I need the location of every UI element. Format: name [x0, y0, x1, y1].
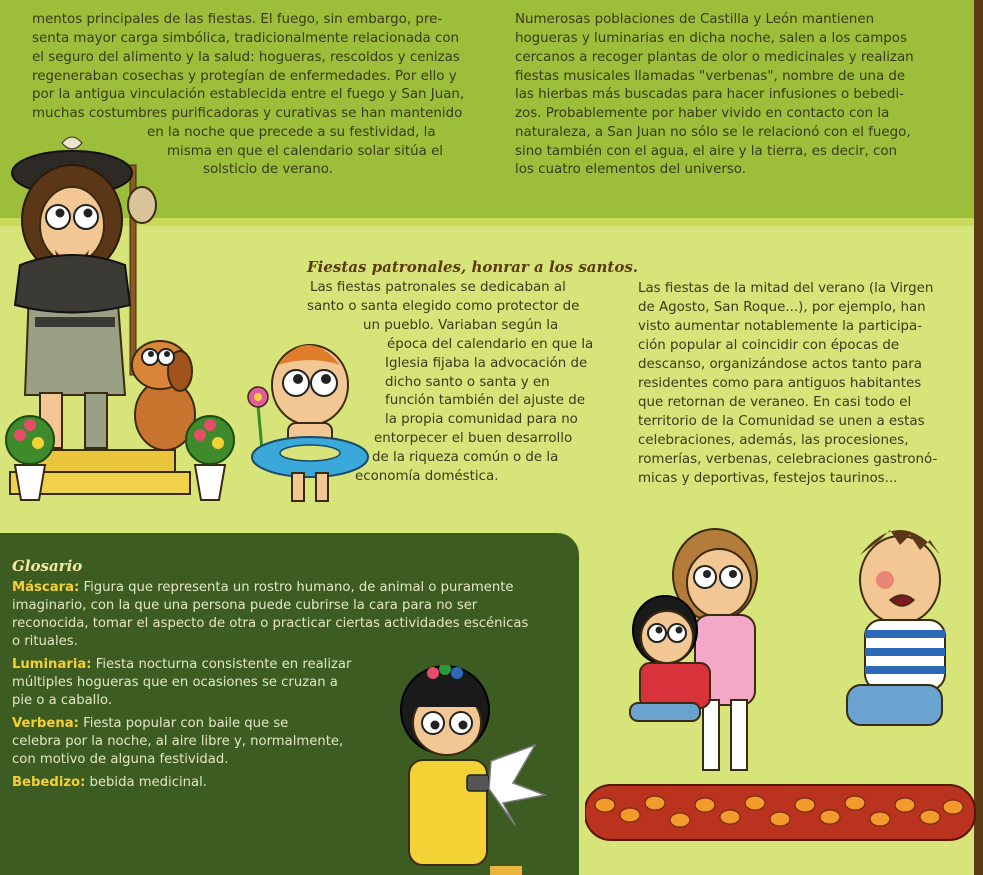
text-line: época del calendario en que la: [387, 337, 594, 352]
text-line: Las fiestas de la mitad del verano (la Virgen: [638, 281, 934, 296]
glossary-definition: bebida medicinal.: [85, 775, 207, 790]
text-line: de la riqueza común o de la: [372, 450, 559, 465]
section-heading: Fiestas patronales, honrar a los santos.: [307, 258, 638, 276]
text-line: Numerosas poblaciones de Castilla y León mantienen: [515, 12, 875, 27]
text-line: celebraciones, además, las procesiones,: [638, 433, 909, 448]
glossary-title: Glosario: [12, 557, 83, 575]
text-line: descanso, organizándose actos tanto para: [638, 357, 923, 372]
san-roque-statue-illustration: [0, 125, 245, 510]
glossary-line: imaginario, con la que una persona puede cubrirse la cara para no ser: [12, 598, 478, 613]
glossary-line: [12, 579, 572, 597]
glossary-line: celebra por la noche, al aire libre y, normalmente,: [12, 734, 344, 749]
glossary-line: múltiples hogueras que en ocasiones se cruzan a: [12, 675, 338, 690]
text-line: un pueblo. Variaban según la: [363, 318, 559, 333]
glossary-line: [12, 774, 392, 792]
child-with-flower-illustration: [240, 335, 375, 505]
glossary-definition: Figura que representa un rostro humano, de animal o puramente: [79, 580, 514, 595]
text-line: Iglesia fijaba la advocación de: [385, 356, 588, 371]
text-line: en la noche que precede a su festividad, la: [147, 125, 436, 140]
text-line: las hierbas más buscadas para hacer infusiones o bebedi-: [515, 87, 904, 102]
children-jumping-embers-illustration: [585, 515, 983, 855]
glossary-term: Verbena:: [12, 716, 79, 731]
glossary-term: Bebedizo:: [12, 775, 86, 790]
text-line: función también del ajuste de: [385, 393, 585, 408]
text-line: fiestas musicales llamadas "verbenas", nombre de una de: [515, 69, 906, 84]
girl-with-camera-illustration: [385, 665, 550, 875]
text-line: Las fiestas patronales se dedicaban al: [310, 280, 566, 295]
text-line: zos. Probablemente por haber vivido en contacto con la: [515, 106, 890, 121]
text-line: sino también con el agua, el aire y la tierra, es decir, con: [515, 144, 898, 159]
text-line: cercanos a recoger plantas de olor o medicinales y realizan: [515, 50, 914, 65]
glossary-term: Máscara:: [12, 580, 80, 595]
glossary-term: Luminaria:: [12, 657, 92, 672]
text-line: que retornan de veraneo. En casi todo el: [638, 395, 912, 410]
text-line: senta mayor carga simbólica, tradicionalmente relacionada con: [32, 31, 460, 46]
text-line: entorpecer el buen desarrollo: [374, 431, 573, 446]
text-line: micas y deportivas, festejos taurinos...: [638, 471, 898, 486]
text-line: visto aumentar notablemente la participa-: [638, 319, 923, 334]
glossary-line: [12, 656, 392, 674]
text-line: romerías, verbenas, celebraciones gastronó-: [638, 452, 938, 467]
text-line: dicho santo o santa y en: [385, 375, 550, 390]
text-line: mentos principales de las fiestas. El fuego, sin embargo, pre-: [32, 12, 443, 27]
text-line: el seguro del alimento y la salud: hogueras, rescoldos y cenizas: [32, 50, 460, 65]
text-line: regeneraban cosechas y protegían de enfermedades. Por ello y: [32, 69, 457, 84]
text-line: la propia comunidad para no: [385, 412, 578, 427]
glossary-line: pie o a caballo.: [12, 693, 113, 708]
glossary-definition: Fiesta nocturna consistente en realizar: [91, 657, 352, 672]
text-line: hogueras y luminarias en dicha noche, salen a los campos: [515, 31, 907, 46]
text-line: de Agosto, San Roque...), por ejemplo, han: [638, 300, 926, 315]
glossary-line: con motivo de alguna festividad.: [12, 752, 229, 767]
text-line: residentes como para antiguos habitantes: [638, 376, 922, 391]
text-line: los cuatro elementos del universo.: [515, 162, 747, 177]
glossary-line: o rituales.: [12, 634, 78, 649]
text-line: economía doméstica.: [355, 469, 499, 484]
text-line: santo o santa elegido como protector de: [307, 299, 580, 314]
glossary-line: [12, 715, 392, 733]
text-line: solsticio de verano.: [203, 162, 333, 177]
text-line: ción popular al coincidir con épocas de: [638, 338, 900, 353]
glossary-definition: Fiesta popular con baile que se: [78, 716, 289, 731]
text-line: muchas costumbres purificadoras y curativas se han mantenido: [32, 106, 463, 121]
text-line: misma en que el calendario solar sitúa el: [167, 144, 444, 159]
page-tab-mark: [490, 866, 522, 875]
text-line: territorio de la Comunidad se unen a estas: [638, 414, 925, 429]
text-line: por la antigua vinculación establecida entre el fuego y San Juan,: [32, 87, 465, 102]
text-line: naturaleza, a San Juan no sólo se le relacionó con el fuego,: [515, 125, 911, 140]
glossary-line: reconocida, tomar el aspecto de otra o practicar ciertas actividades escénicas: [12, 616, 529, 631]
